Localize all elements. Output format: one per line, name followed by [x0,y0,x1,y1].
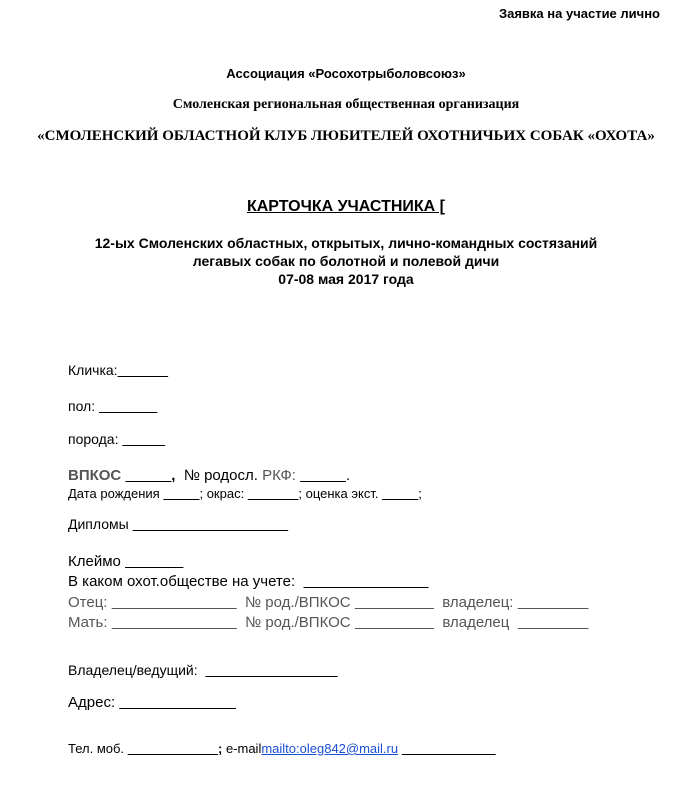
mother-reg-label: № род./ВПКОС [245,614,351,631]
mother-reg-blank[interactable] [355,614,434,631]
mother-row [68,614,589,631]
birth-date-blank[interactable] [163,486,199,501]
color-label: ; окрас: [199,486,245,501]
father-blank[interactable] [112,594,237,611]
brand-label: Клеймо [68,553,121,570]
pedigree-label: № родосл. [183,467,258,484]
regional-org-name: Смоленская региональная общественная организация [172,97,520,112]
address-blank[interactable] [119,694,236,711]
breed-label: порода: [68,431,119,447]
brand-blank[interactable] [125,553,183,570]
mother-owner-label: владелец [442,614,510,631]
nickname-row [68,362,168,378]
card-title: КАРТОЧКА УЧАСТНИКА [ [246,198,446,215]
sex-blank[interactable] [99,398,157,414]
exterior-end: ; [418,486,422,501]
nickname-blank[interactable] [118,362,169,378]
father-owner-label: владелец: [442,594,514,611]
sex-label: пол: [68,398,96,414]
rkf-label: РКФ: [262,467,296,484]
email-link[interactable]: mailto:oleg842@mail.ru [261,741,399,756]
diplomas-blank[interactable] [133,516,289,532]
event-dates: 07-08 мая 2017 года [278,271,414,287]
mother-owner-blank[interactable] [518,614,589,631]
owner-handler-blank[interactable] [205,662,337,678]
sex-row [68,398,157,414]
society-blank[interactable] [304,573,429,590]
father-reg-blank[interactable] [355,594,434,611]
birth-row [68,486,422,501]
brand-row [68,553,183,570]
breed-blank[interactable] [122,431,165,447]
society-row [68,573,429,590]
owner-handler-label: Владелец/ведущий: [68,662,198,678]
rkf-blank[interactable] [300,467,346,484]
father-reg-label: № род./ВПКОС [245,594,351,611]
vpkos-label: ВПКОС [68,467,122,484]
exterior-blank[interactable] [382,486,418,501]
mother-label: Мать: [68,614,108,631]
birth-date-label: Дата рождения [68,486,160,501]
society-label: В каком охот.обществе на учете: [68,573,296,590]
diplomas-label: Дипломы [68,516,129,532]
phone-label: Тел. моб. [68,741,125,756]
exterior-label: ; оценка экст. [298,486,379,501]
contact-row [68,741,496,756]
address-label: Адрес: [68,694,116,711]
father-row [68,594,589,611]
color-blank[interactable] [248,486,299,501]
vpkos-blank[interactable] [125,467,171,484]
father-owner-blank[interactable] [518,594,589,611]
application-type-label: Заявка на участие лично [498,6,660,21]
diplomas-row [68,516,288,532]
breed-row [68,431,165,447]
email-blank[interactable] [402,741,496,756]
email-label: e-mail [225,741,262,756]
club-name: «СМОЛЕНСКИЙ ОБЛАСТНОЙ КЛУБ ЛЮБИТЕЛЕЙ ОХОТНИЧЬИХ СОБАК «ОХОТА» [37,128,655,144]
mother-blank[interactable] [112,614,237,631]
phone-blank[interactable] [128,741,218,756]
nickname-label: Кличка: [68,362,118,378]
event-title-line2: легавых собак по болотной и полевой дичи [192,253,500,269]
vpkos-row: ВПКОС , № родосл. РКФ: . [68,467,351,484]
owner-row [68,662,338,678]
association-name: Ассоциация «Росохотрыболовсоюз» [226,66,466,81]
address-row [68,694,236,711]
event-title-line1: 12-ых Смоленских областных, открытых, лично-командных состязаний [94,235,598,251]
father-label: Отец: [68,594,108,611]
phone-separator: ; [217,741,223,756]
